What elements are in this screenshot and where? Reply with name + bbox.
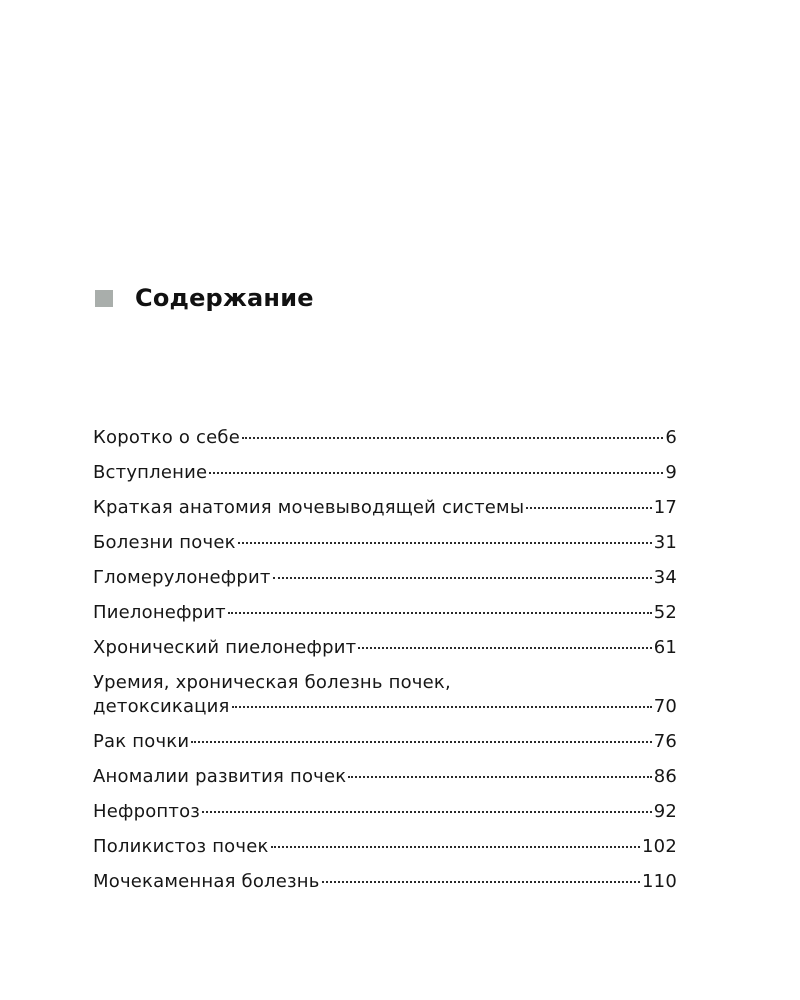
toc-entry-title: Вступление xyxy=(93,462,208,483)
toc-entry[interactable] xyxy=(93,566,677,590)
dot-leader xyxy=(348,776,651,778)
dot-leader xyxy=(271,846,640,848)
toc-entry-page: 102 xyxy=(642,836,677,857)
toc-entry-page: 61 xyxy=(653,637,677,658)
dot-leader xyxy=(202,811,652,813)
toc-entry-page: 92 xyxy=(653,801,677,822)
toc-entry-title: Нефроптоз xyxy=(93,801,201,822)
toc-entry-page: 70 xyxy=(653,696,677,717)
toc-entry[interactable] xyxy=(93,426,677,450)
toc-entry-title: Рак почки xyxy=(93,731,190,752)
dot-leader xyxy=(242,437,663,439)
toc-entry-title: детоксикация xyxy=(93,696,230,717)
dot-leader xyxy=(228,612,652,614)
toc-heading xyxy=(95,284,314,312)
toc-entry-title: Аномалии развития почек xyxy=(93,766,347,787)
toc-entry-title: Поликистоз почек xyxy=(93,836,269,857)
toc-entry-title: Коротко о себе xyxy=(93,427,241,448)
toc-entry-page: 34 xyxy=(653,567,677,588)
toc-entry[interactable] xyxy=(93,496,677,520)
toc-entry-page: 52 xyxy=(653,602,677,623)
heading-square-marker xyxy=(95,290,113,307)
toc-entry-title: Гломерулонефрит xyxy=(93,567,271,588)
dot-leader xyxy=(322,881,640,883)
toc-entry[interactable] xyxy=(93,531,677,555)
toc-entry[interactable] xyxy=(93,461,677,485)
toc-entry[interactable] xyxy=(93,636,677,660)
toc-entry-page: 76 xyxy=(653,731,677,752)
dot-leader xyxy=(209,472,663,474)
toc-entry-title: Краткая анатомия мочевыводящей системы xyxy=(93,497,525,518)
toc-entry-page: 110 xyxy=(642,871,677,892)
toc-entry[interactable] xyxy=(93,671,677,719)
dot-leader xyxy=(191,741,651,743)
page-title: Содержание xyxy=(135,284,314,312)
toc-entry-title: Пиелонефрит xyxy=(93,602,226,623)
table-of-contents xyxy=(93,426,677,894)
toc-entry-page: 9 xyxy=(665,462,677,483)
toc-entry[interactable] xyxy=(93,800,677,824)
dot-leader xyxy=(273,577,652,579)
dot-leader xyxy=(238,542,652,544)
dot-leader xyxy=(358,647,651,649)
toc-entry-page: 17 xyxy=(653,497,677,518)
toc-entry[interactable] xyxy=(93,870,677,894)
toc-entry[interactable] xyxy=(93,765,677,789)
toc-entry[interactable] xyxy=(93,601,677,625)
toc-entry-title-line1: Уремия, хроническая болезнь почек, xyxy=(93,672,451,693)
toc-entry-title: Мочекаменная болезнь xyxy=(93,871,320,892)
dot-leader xyxy=(232,706,652,708)
toc-entry-title: Болезни почек xyxy=(93,532,236,553)
toc-entry-page: 86 xyxy=(653,766,677,787)
dot-leader xyxy=(526,507,651,509)
toc-entry-page: 31 xyxy=(653,532,677,553)
toc-entry-page: 6 xyxy=(665,427,677,448)
toc-entry[interactable] xyxy=(93,730,677,754)
toc-entry-title: Хронический пиелонефрит xyxy=(93,637,357,658)
toc-entry[interactable] xyxy=(93,835,677,859)
